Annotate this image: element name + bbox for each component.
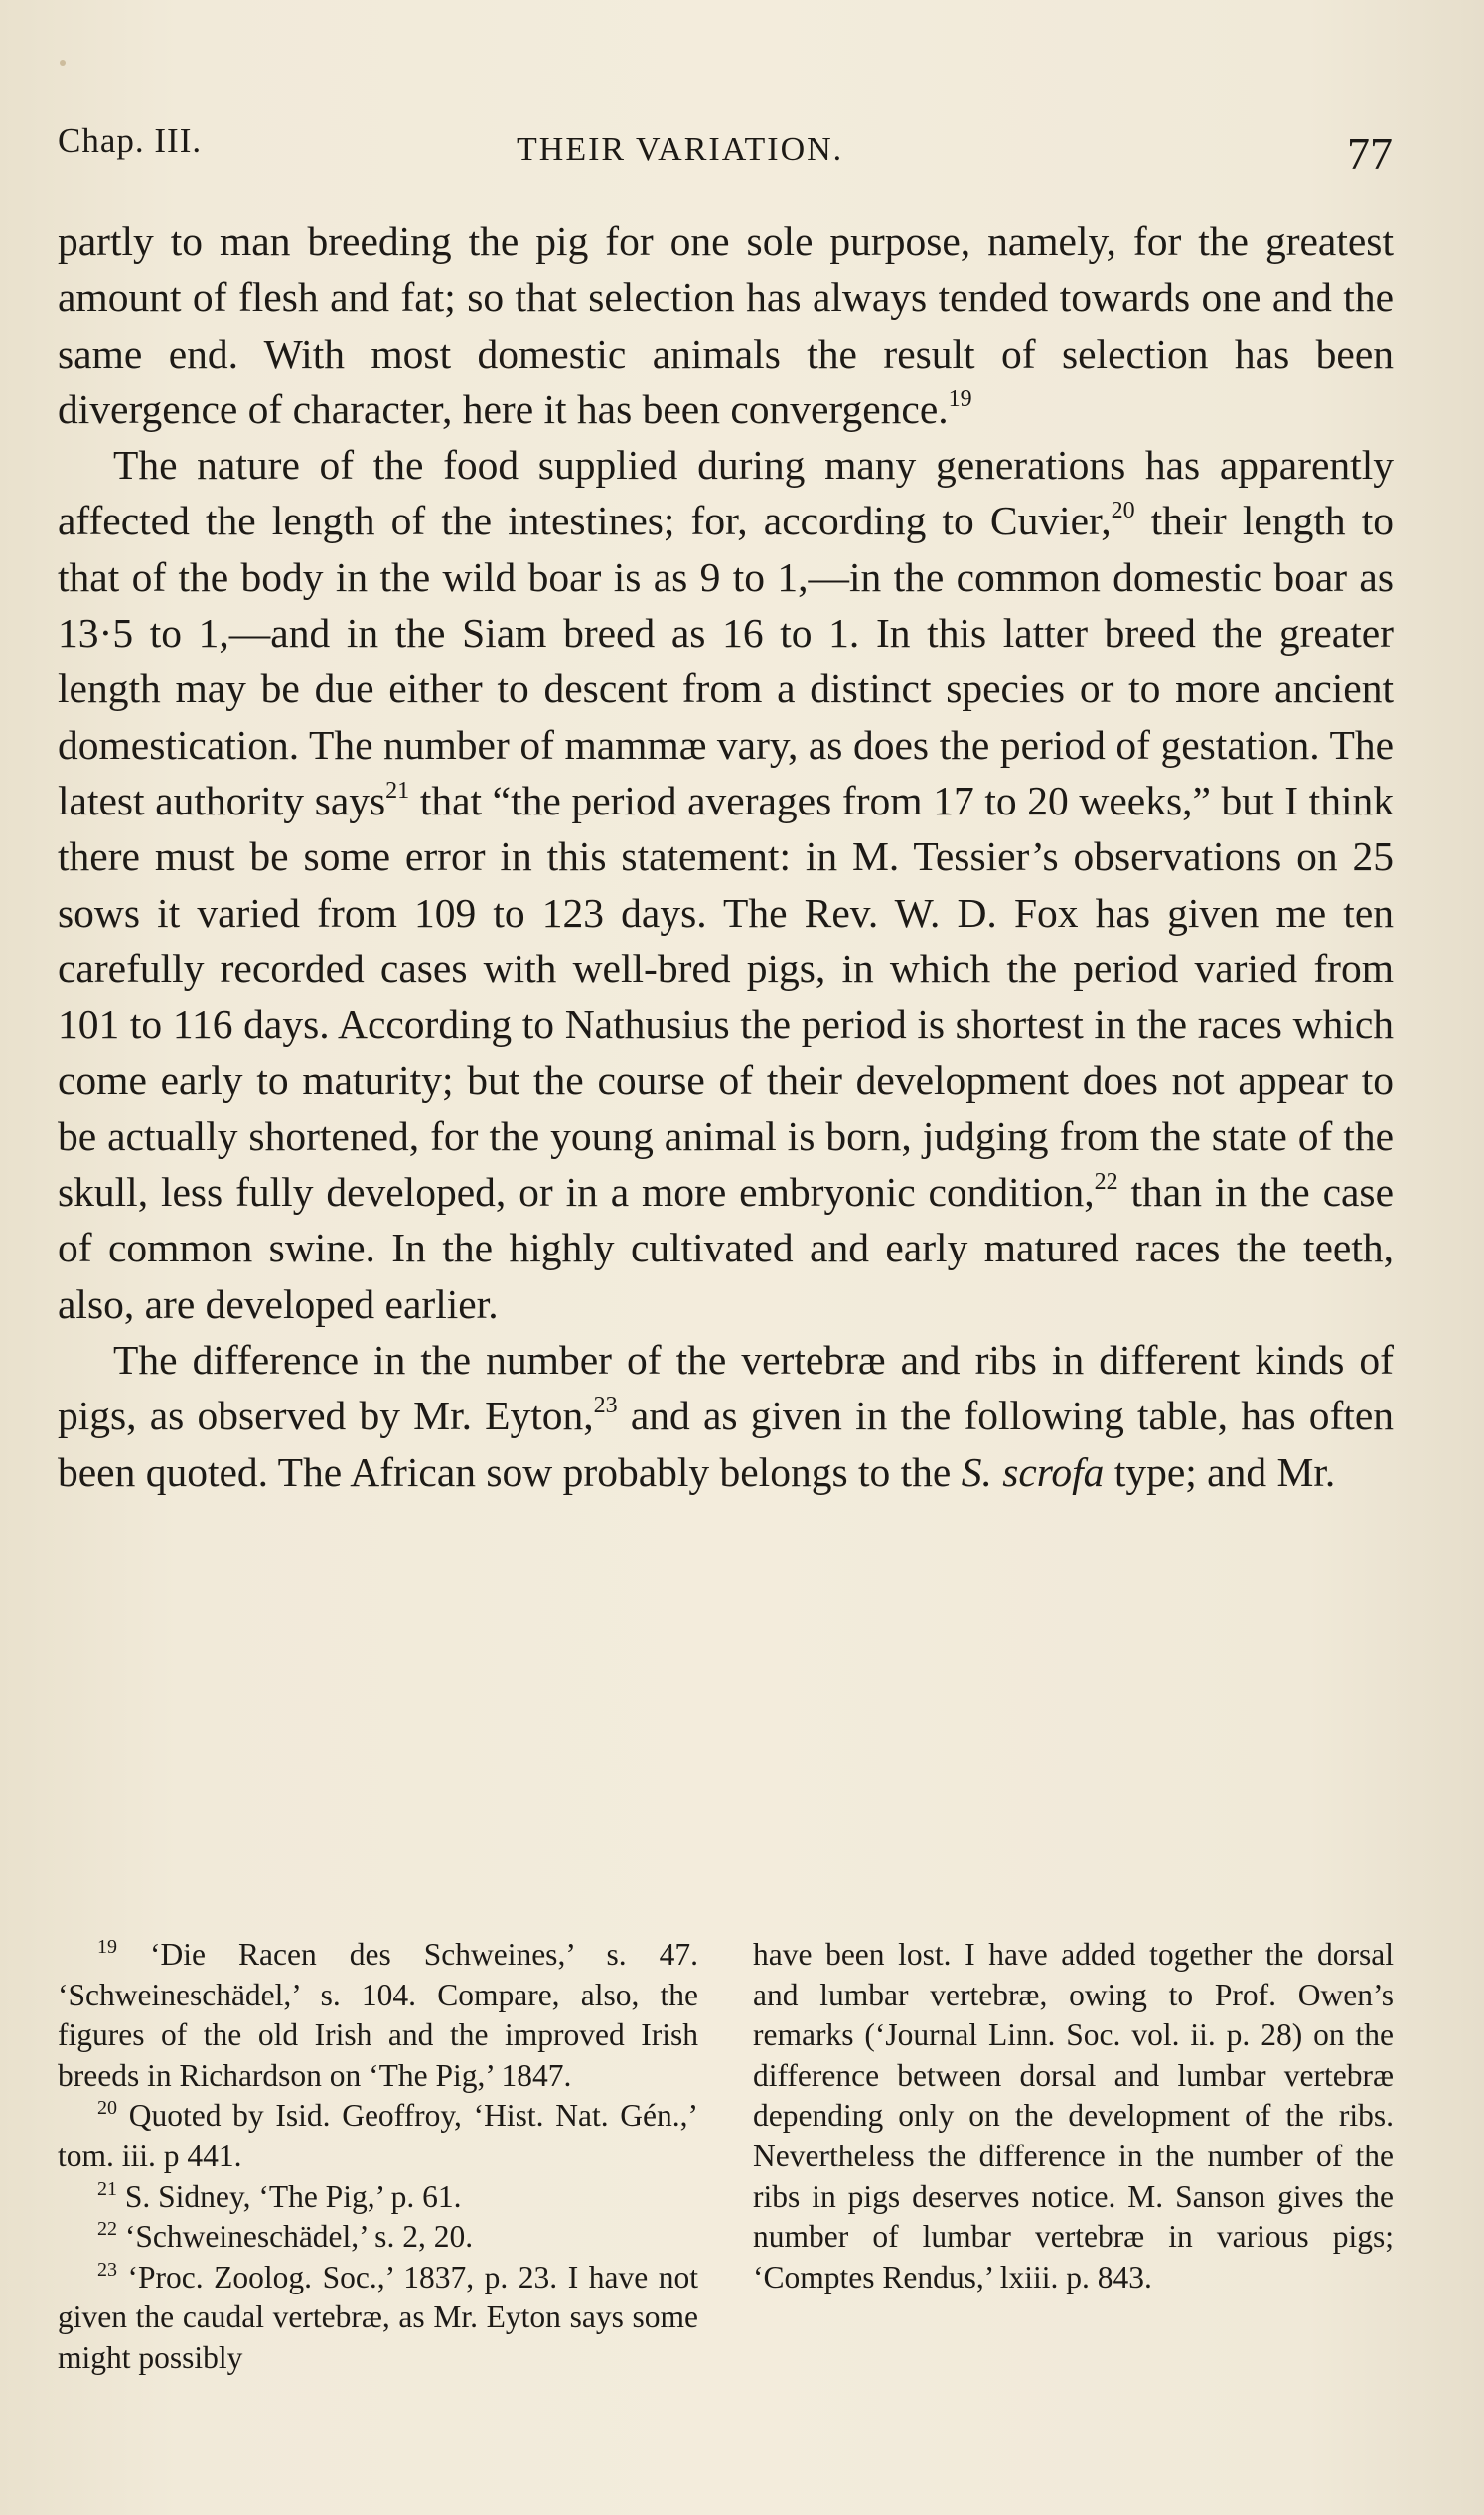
- paragraph-3-text-b: and as given in the following table, has often been quoted. The African sow probably belongs to the: [58, 1393, 1394, 1495]
- footnote-23-continued: have been lost. I have added together the dorsal and lumbar vertebræ, owing to Prof. Owen’s remarks (‘Journal Linn. Soc. vol. ii. p. 28) on the difference between dorsal and lumbar vertebræ depending only on the development of the ribs. Nevertheless the difference in the number of the ribs in pigs deserves notice. M. Sanson gives the number of lumbar vertebræ in various pigs; ‘Comptes Rendus,’ lxiii. p. 843.: [753, 1937, 1394, 2294]
- footnote-19-number: 19: [97, 1936, 117, 1958]
- paragraph-2-text-d: than in the case of common swine. In the highly cultivated and early matured races the teeth, also, are developed earlier.: [58, 1169, 1394, 1327]
- footnote-21: [58, 2177, 698, 2218]
- running-header: [58, 117, 1393, 187]
- footnote-ref-20: 20: [1111, 498, 1135, 524]
- footnote-ref-22: 22: [1094, 1169, 1118, 1196]
- footnote-ref-23: 23: [593, 1393, 618, 1419]
- footnote-ref-21: 21: [385, 777, 410, 804]
- footnote-22: [58, 2217, 698, 2258]
- ink-speck: [60, 60, 66, 66]
- footnote-ref-19: 19: [948, 385, 972, 412]
- footnote-19-text: ‘Die Racen des Schweines,’ s. 47. ‘Schweineschädel,’ s. 104. Compare, also, the figures of the old Irish and the improved Irish breeds in Richardson on ‘The Pig,’ 1847.: [58, 1937, 698, 2093]
- body-text: [58, 214, 1394, 1500]
- page-number: 77: [1347, 128, 1393, 179]
- footnote-22-number: 22: [97, 2218, 117, 2241]
- footnote-23: [58, 2258, 698, 2379]
- paragraph-3-text-a: The difference in the number of the vertebræ and ribs in different kinds of pigs, as observed by Mr. Eyton,: [58, 1336, 1394, 1439]
- footnotes-left-column: [58, 1935, 698, 2379]
- paragraph-3: [58, 1332, 1394, 1500]
- footnote-20: [58, 2096, 698, 2176]
- paragraph-2-text-c: that “the period averages from 17 to 20 weeks,” but I think there must be some error in this statement: in M. Tessier’s observations on 25 sows it varied from 109 to 123 days. The Rev. W. D. Fox has given me ten carefully recorded cases with well-bred pigs, in which the period varied from 101 to 116 days. According to Nathusius the period is shortest in the races which come early to maturity; but the course of their development does not appear to be actually shortened, for the young animal is born, judging from the state of the skull, less fully developed, or in a more embryonic condition,: [58, 777, 1394, 1216]
- species-name: S. scrofa: [961, 1448, 1105, 1495]
- paragraph-2-text-b: their length to that of the body in the wild boar is as 9 to 1,—in the common domestic boar as 13·5 to 1,—and in the Siam breed as 16 to 1. In this latter breed the greater length may be due either to descent from a distinct species or to more ancient domestication. The number of mammæ vary, as does the period of gestation. The latest authority says: [58, 498, 1394, 823]
- footnotes-right-column: [753, 1935, 1394, 2379]
- running-title: THEIR VARIATION.: [517, 131, 844, 168]
- paragraph-2-text-a: The nature of the food supplied during many generations has apparently affected the length of the intestines; for, according to Cuvier,: [58, 442, 1394, 544]
- footnotes: [58, 1935, 1394, 2379]
- chapter-label: Chap. III.: [58, 121, 203, 160]
- footnote-21-number: 21: [97, 2177, 117, 2200]
- footnote-19: [58, 1935, 698, 2096]
- paragraph-3-text-c: type; and Mr.: [1104, 1448, 1336, 1495]
- paragraph-1: [58, 214, 1394, 437]
- footnote-21-text: S. Sidney, ‘The Pig,’ p. 61.: [117, 2178, 462, 2214]
- paragraph-2: [58, 437, 1394, 1332]
- footnote-23-text: ‘Proc. Zoolog. Soc.,’ 1837, p. 23. I have not given the caudal vertebræ, as Mr. Eyton says some might possibly: [58, 2259, 698, 2375]
- footnote-22-text: ‘Schweineschädel,’ s. 2, 20.: [117, 2219, 474, 2255]
- footnote-20-number: 20: [97, 2097, 117, 2120]
- paragraph-1-text: partly to man breeding the pig for one sole purpose, namely, for the greatest amount of flesh and fat; so that selection has always tended towards one and the same end. With most domestic animals the result of selection has been divergence of character, here it has been convergence.: [58, 219, 1394, 432]
- footnote-23-number: 23: [97, 2258, 117, 2281]
- footnote-20-text: Quoted by Isid. Geoffroy, ‘Hist. Nat. Gén.,’ tom. iii. p 441.: [58, 2098, 698, 2173]
